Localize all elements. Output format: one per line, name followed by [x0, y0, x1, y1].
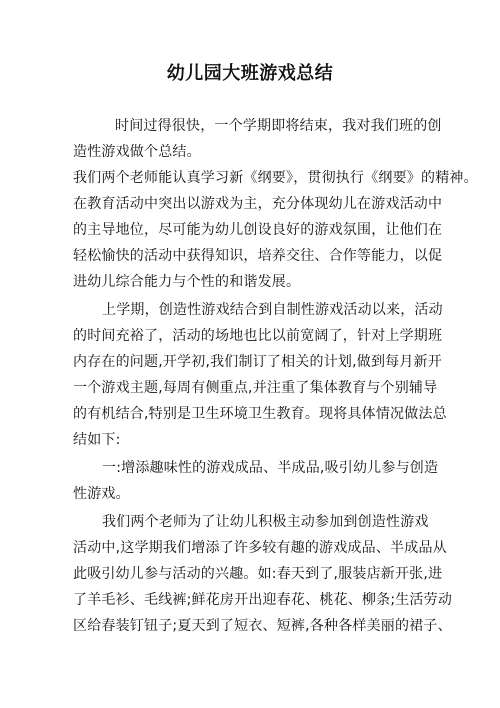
paragraph-line: 的主导地位，尽可能为幼儿创设良好的游戏氛围，让他们在 [73, 222, 443, 238]
paragraph-line: 进幼儿综合能力与个性的和谐发展。 [73, 274, 301, 290]
paragraph-line: 了羊毛衫、毛线裤;鲜花房开出迎春花、桃花、柳条;生活劳动 [73, 592, 453, 608]
paragraph-line: 造性游戏做个总结。 [73, 144, 201, 160]
paragraph-line: 我们两个老师为了让幼儿积极主动参加到创造性游戏 [102, 514, 429, 530]
paragraph-line: 内存在的问题,开学初,我们制订了相关的计划,做到每月新开 [73, 354, 442, 370]
paragraph-line: 结如下: [73, 432, 121, 448]
section-heading-line: 性游戏。 [73, 486, 130, 502]
paragraph-line: 时间过得很快，一个学期即将结束，我对我们班的创 [115, 118, 442, 134]
paragraph-line: 的有机结合,特别是卫生环境卫生教育。现将具体情况做法总 [73, 406, 447, 422]
paragraph-line: 轻松愉快的活动中获得知识，培养交往、合作等能力，以促 [73, 248, 443, 264]
paragraph-line: 在教育活动中突出以游戏为主，充分体现幼儿在游戏活动中 [73, 196, 443, 212]
paragraph-line: 一个游戏主题,每周有侧重点,并注重了集体教育与个别辅导 [73, 380, 438, 396]
paragraph-line: 的时间充裕了，活动的场地也比以前宽阔了，针对上学期班 [73, 328, 443, 344]
paragraph-line: 活动中,这学期我们增添了许多较有趣的游戏成品、半成品从 [73, 540, 447, 556]
paragraph-line: 我们两个老师能认真学习新《纲要》，贯彻执行《纲要》的精神。 [73, 170, 478, 186]
paragraph-line: 此吸引幼儿参与活动的兴趣。如:春天到了,服装店新开张,进 [73, 566, 443, 582]
paragraph-line: 上学期，创造性游戏结合到自制性游戏活动以来，活动 [102, 302, 443, 318]
document-title: 幼儿园大班游戏总结 [166, 63, 334, 84]
paragraph-line: 区给春装钉钮子;夏天到了短衣、短裤,各种各样美丽的裙子、 [73, 618, 452, 634]
section-heading-line: 一:增添趣味性的游戏成品、半成品,吸引幼儿参与创造 [102, 460, 439, 476]
